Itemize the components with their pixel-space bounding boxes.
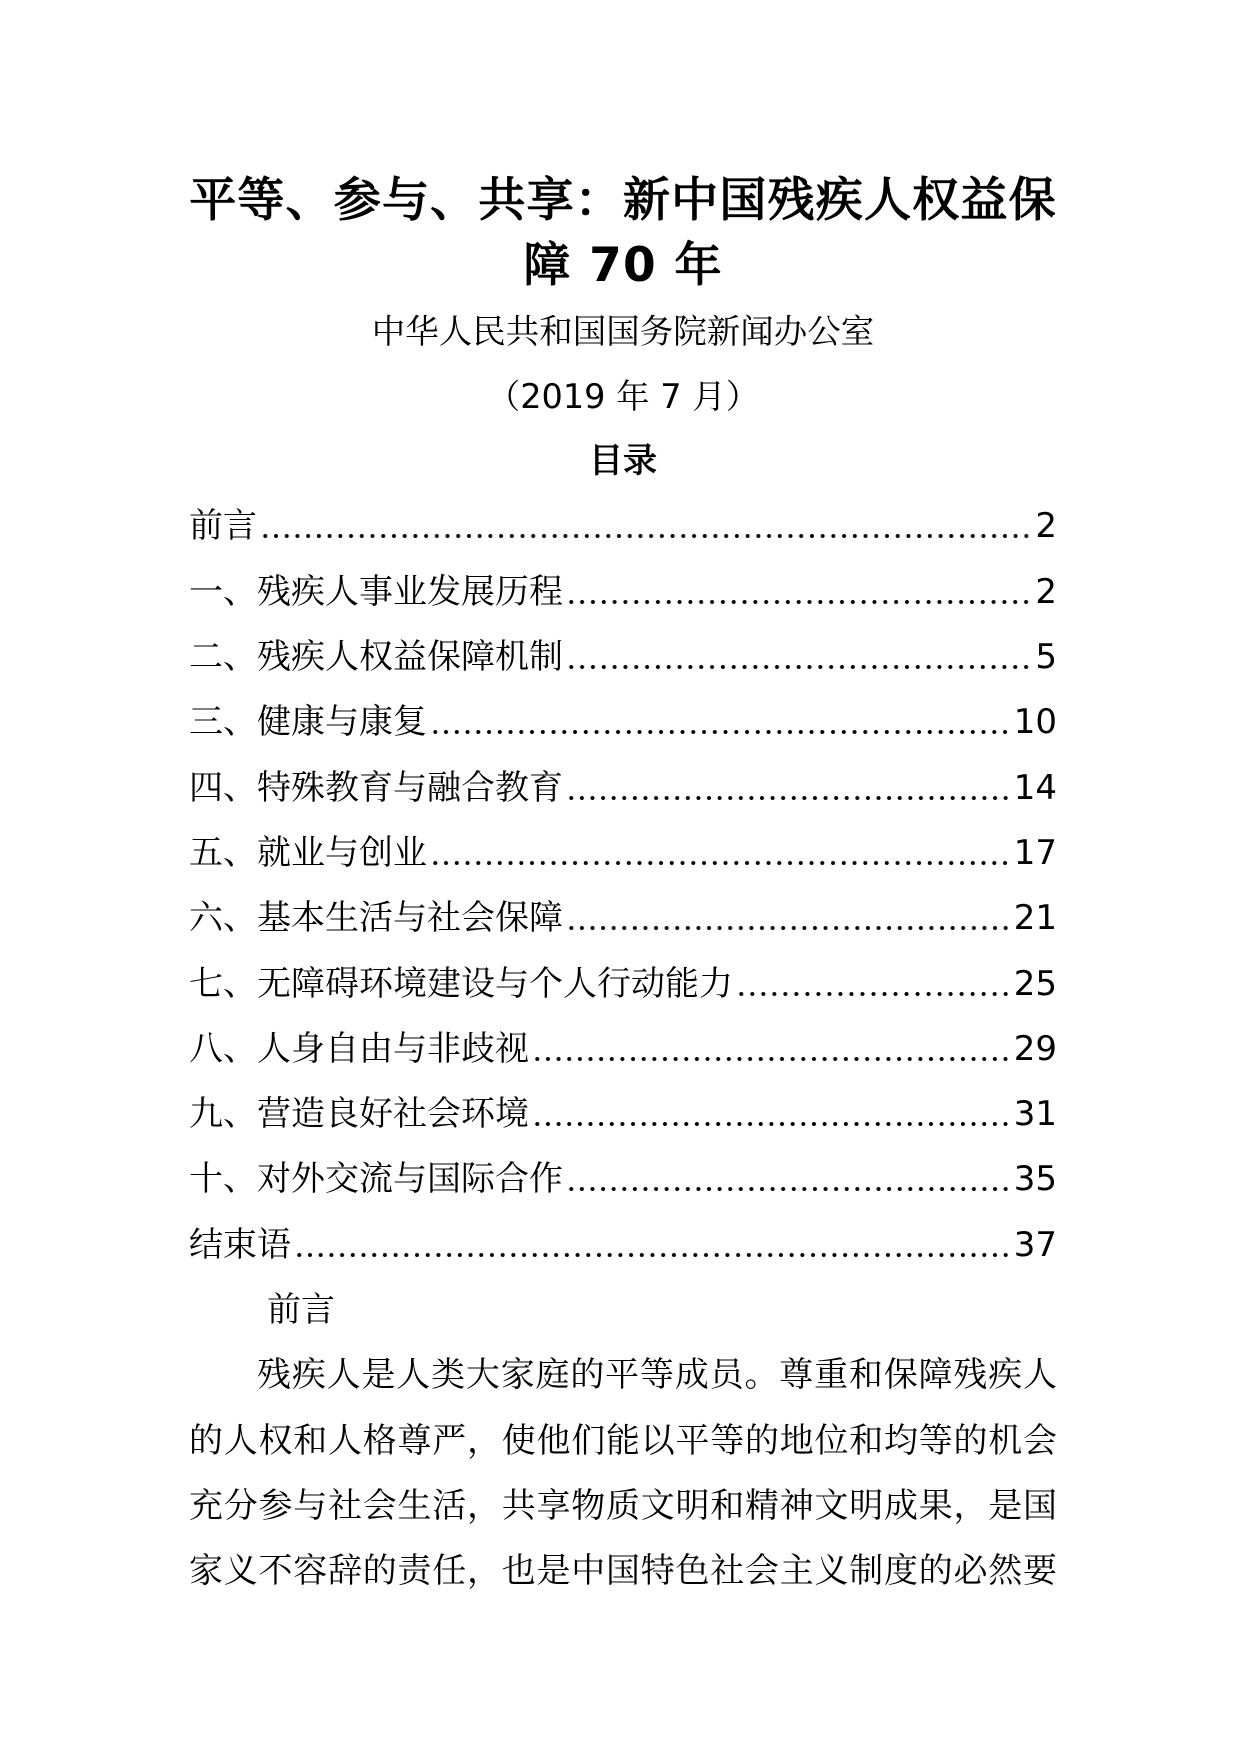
toc-entry-label: 五、就业与创业 — [189, 832, 427, 873]
toc-dot-leader — [566, 625, 1032, 690]
publication-date: （2019 年 7 月） — [486, 376, 760, 416]
toc-entry — [189, 952, 1057, 1017]
toc-entry — [189, 1017, 1057, 1082]
toc-entry-page-number: 37 — [1013, 1224, 1057, 1265]
toc-entry-label: 九、营造良好社会环境 — [189, 1094, 529, 1135]
toc-dot-leader — [566, 1147, 1011, 1212]
document-title-line-1: 平等、参与、共享：新中国残疾人权益保 — [189, 173, 1057, 228]
toc-entry — [189, 1213, 1057, 1278]
toc-entry-page-number: 5 — [1035, 637, 1057, 678]
toc-entry-page-number: 14 — [1013, 767, 1057, 808]
toc-dot-leader — [430, 821, 1011, 886]
toc-entry-label: 二、残疾人权益保障机制 — [189, 637, 563, 678]
toc-dot-leader — [532, 1082, 1011, 1147]
toc-entry-label: 前言 — [189, 506, 257, 547]
toc-heading: 目录 — [589, 441, 657, 482]
toc-entry-page-number: 2 — [1035, 506, 1057, 547]
toc-entry-label: 十、对外交流与国际合作 — [189, 1159, 563, 1200]
toc-entry-label: 六、基本生活与社会保障 — [189, 898, 563, 939]
toc-entry-page-number: 2 — [1035, 571, 1057, 612]
toc-dot-leader — [566, 560, 1032, 625]
table-of-contents — [189, 494, 1057, 1278]
toc-dot-leader — [260, 494, 1032, 559]
toc-dot-leader — [430, 690, 1011, 755]
toc-dot-leader — [532, 1017, 1011, 1082]
page-content — [189, 168, 1057, 1605]
toc-entry-page-number: 35 — [1013, 1159, 1057, 1200]
toc-dot-leader — [566, 756, 1011, 821]
toc-entry-label: 八、人身自由与非歧视 — [189, 1028, 529, 1069]
toc-entry — [189, 886, 1057, 951]
toc-entry — [189, 1082, 1057, 1147]
toc-entry-label: 三、健康与康复 — [189, 702, 427, 743]
toc-entry — [189, 756, 1057, 821]
toc-entry-page-number: 31 — [1013, 1094, 1057, 1135]
issuer: 中华人民共和国国务院新闻办公室 — [371, 311, 875, 351]
body-paragraph: 残疾人是人类大家庭的平等成员。尊重和保障残疾人的人权和人格尊严，使他们能以平等的地位和均等的机会充分参与社会生活，共享物质文明和精神文明成果，是国家义不容辞的责任，也是中国特色社会主义制度的必然要 — [189, 1355, 1057, 1592]
toc-entry-page-number: 21 — [1013, 898, 1057, 939]
toc-entry-page-number: 17 — [1013, 832, 1057, 873]
toc-entry-page-number: 10 — [1013, 702, 1057, 743]
toc-entry-label: 四、特殊教育与融合教育 — [189, 767, 563, 808]
toc-entry-label: 一、残疾人事业发展历程 — [189, 571, 563, 612]
document-title-line-2: 障 70 年 — [523, 238, 723, 294]
toc-entry-label: 结束语 — [189, 1224, 291, 1265]
toc-entry — [189, 821, 1057, 886]
toc-entry-page-number: 25 — [1013, 963, 1057, 1004]
toc-entry-label: 七、无障碍环境建设与个人行动能力 — [189, 963, 733, 1004]
toc-dot-leader — [736, 952, 1011, 1017]
toc-entry — [189, 560, 1057, 625]
section-heading: 前言 — [267, 1290, 335, 1331]
toc-entry — [189, 494, 1057, 559]
toc-entry — [189, 1147, 1057, 1212]
toc-entry-page-number: 29 — [1013, 1028, 1057, 1069]
toc-dot-leader — [566, 886, 1011, 951]
toc-dot-leader — [294, 1213, 1011, 1278]
toc-entry — [189, 625, 1057, 690]
document-title — [189, 168, 1057, 299]
toc-entry — [189, 690, 1057, 755]
